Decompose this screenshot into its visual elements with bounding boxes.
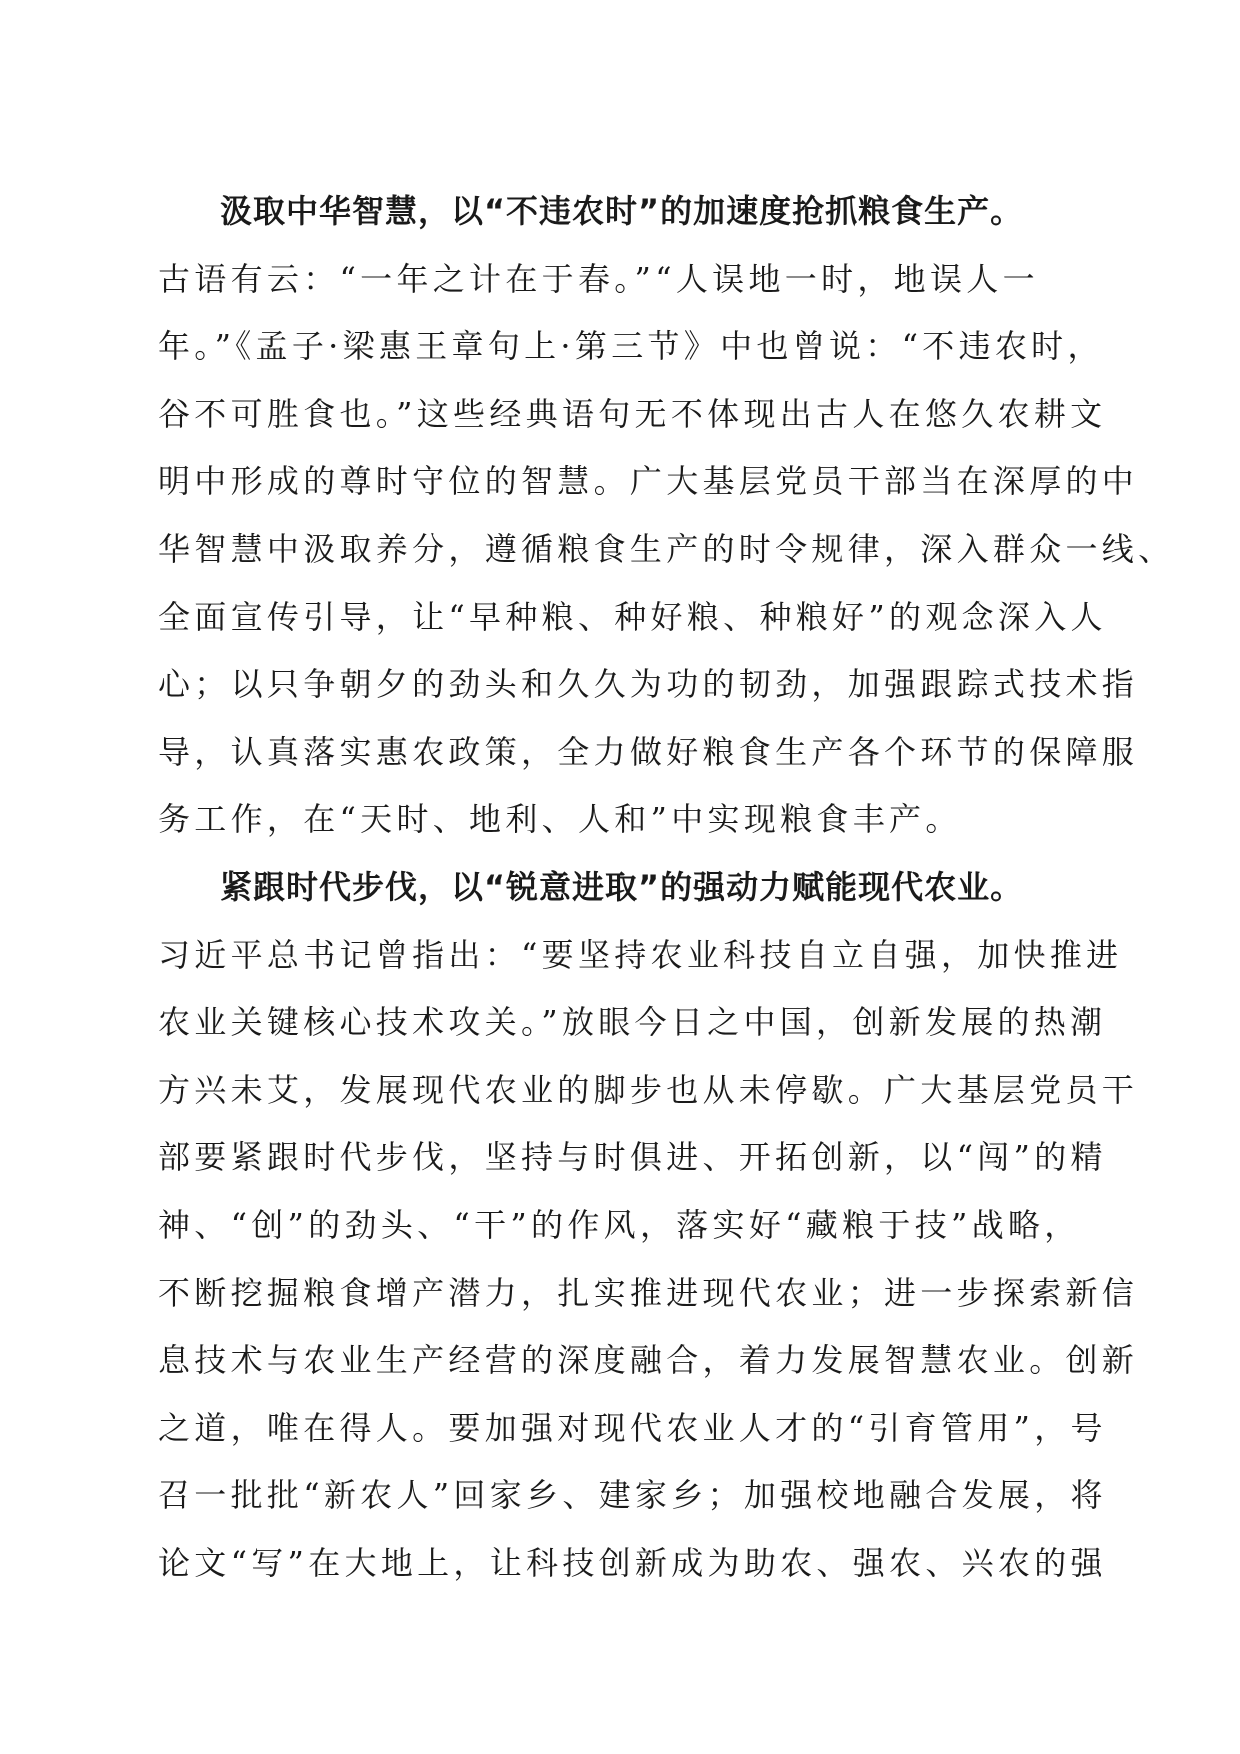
section-heading: 紧跟时代步伐，以“锐意进取”的强动力赋能现代农业。: [220, 867, 1024, 906]
paragraph-line: 不断挖掘粮食增产潜力，扎实推进现代农业；进一步探索新信: [158, 1273, 1139, 1312]
document-body: [158, 178, 1175, 1597]
paragraph-line: 农业关键核心技术攻关。”放眼今日之中国，创新发展的热潮: [158, 1003, 1107, 1042]
paragraph-line: 召一批批“新农人”回家乡、建家乡；加强校地融合发展，将: [158, 1476, 1107, 1515]
paragraph-line: 部要紧跟时代步伐，坚持与时俱进、开拓创新，以“闯”的精: [158, 1138, 1107, 1177]
paragraph-line: 心；以只争朝夕的劲头和久久为功的韧劲，加强跟踪式技术指: [158, 665, 1139, 704]
paragraph-line: 务工作，在“天时、地利、人和”中实现粮食丰产。: [158, 800, 962, 839]
paragraph-line: 之道，唯在得人。要加强对现代农业人才的“引育管用”，号: [158, 1408, 1107, 1447]
paragraph-line: 方兴未艾，发展现代农业的脚步也从未停歇。广大基层党员干: [158, 1070, 1139, 1109]
paragraph-line: 谷不可胜食也。”这些经典语句无不体现出古人在悠久农耕文: [158, 394, 1107, 433]
section-heading: 汲取中华智慧，以“不违农时”的加速度抢抓粮食生产。: [220, 192, 1024, 230]
paragraph-line: 全面宣传引导，让“早种粮、种好粮、种粮好”的观念深入人: [158, 597, 1107, 636]
paragraph-line: 习近平总书记曾指出：“要坚持农业科技自立自强，加快推进: [158, 935, 1123, 974]
paragraph-line: 明中形成的尊时守位的智慧。广大基层党员干部当在深厚的中: [158, 462, 1139, 501]
paragraph-line: 神、“创”的劲头、“干”的作风，落实好“藏粮于技”战略，: [158, 1205, 1081, 1244]
paragraph-line: 华智慧中汲取养分，遵循粮食生产的时令规律，深入群众一线、: [158, 529, 1175, 568]
paragraph-line: 论文“写”在大地上，让科技创新成为助农、强农、兴农的强: [158, 1543, 1107, 1582]
paragraph-line: 古语有云：“一年之计在于春。”“人误地一时，地误人一: [158, 259, 1039, 298]
paragraph-line: 年。”《孟子·梁惠王章句上·第三节》中也曾说：“不违农时，: [158, 327, 1104, 366]
paragraph-line: 息技术与农业生产经营的深度融合，着力发展智慧农业。创新: [158, 1341, 1139, 1380]
paragraph-line: 导，认真落实惠农政策，全力做好粮食生产各个环节的保障服: [158, 732, 1139, 771]
